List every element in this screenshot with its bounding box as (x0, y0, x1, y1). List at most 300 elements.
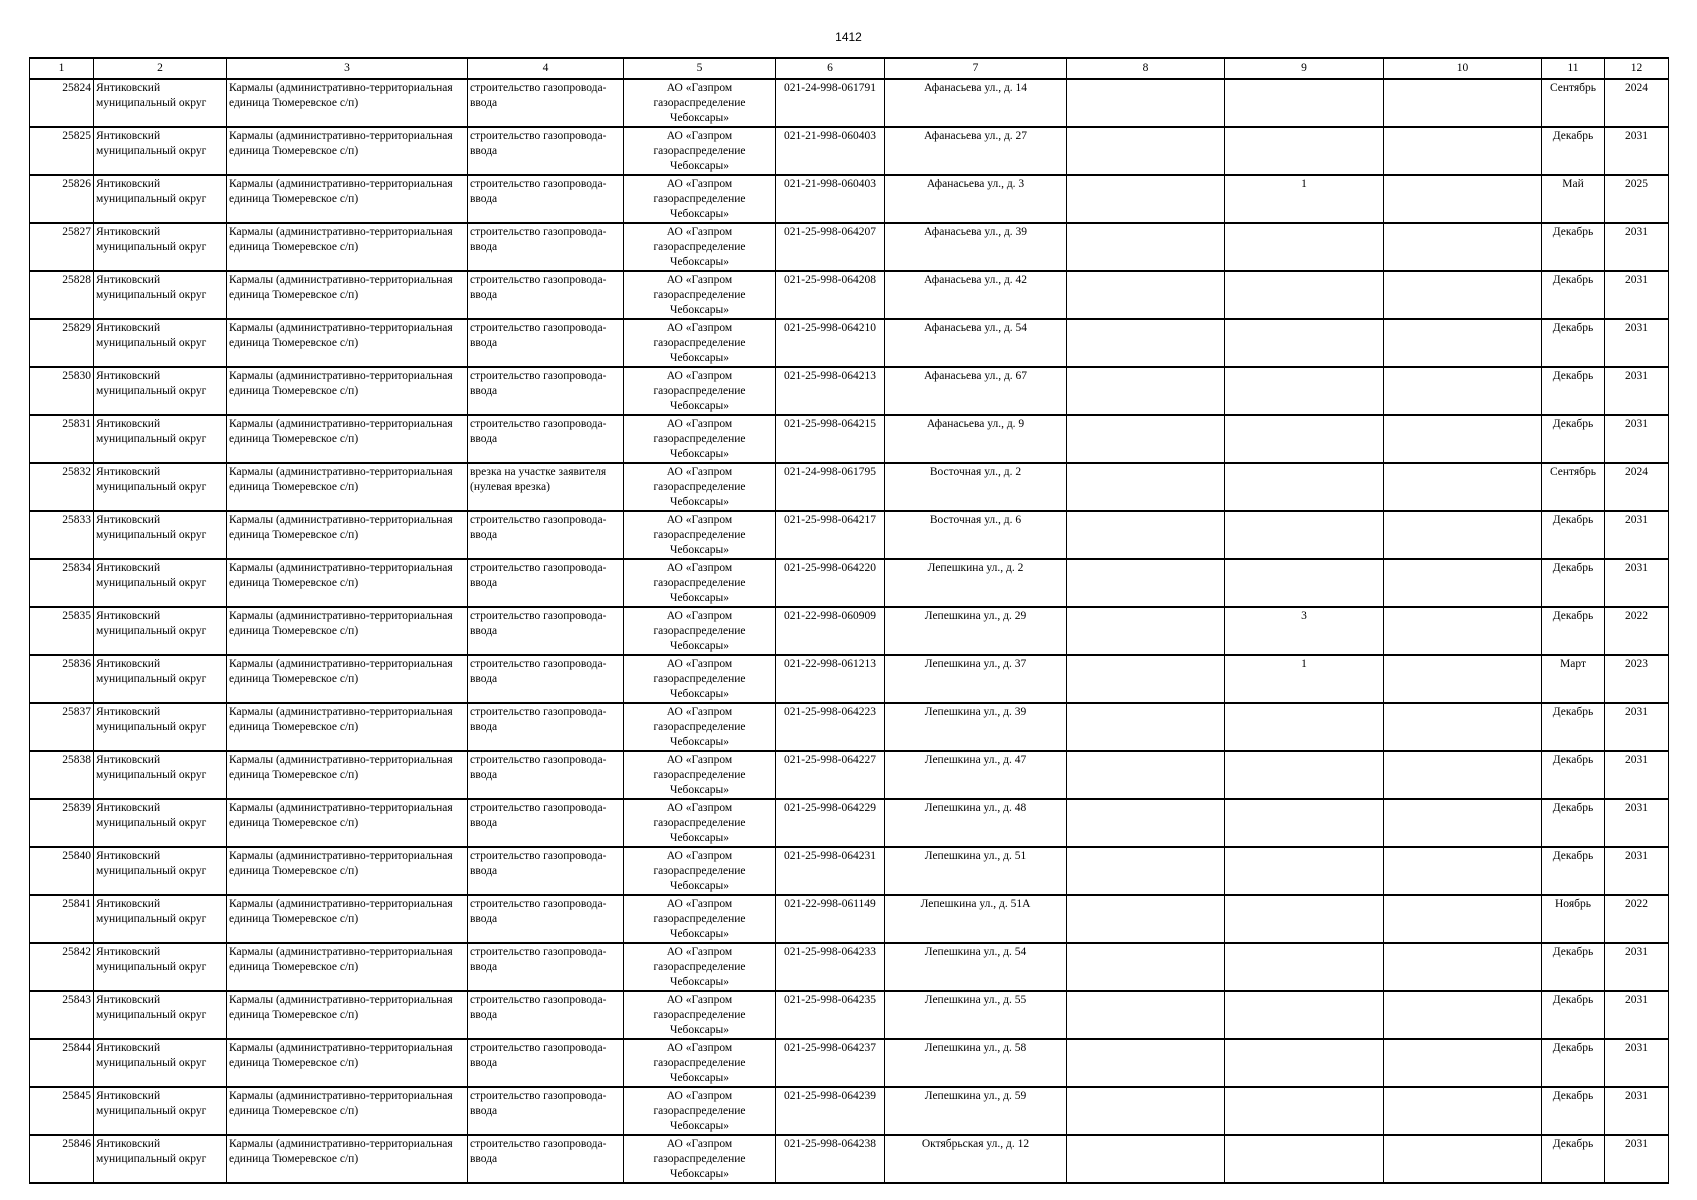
column-10-cell (1384, 463, 1542, 511)
work-type-cell: строительство газопровода-ввода (468, 991, 624, 1039)
work-type-cell: строительство газопровода-ввода (468, 751, 624, 799)
settlement-cell: Кармалы (административно-территориальная единица Тюмеревское с/п) (227, 1087, 468, 1135)
table-row (30, 703, 1669, 751)
year-cell: 2031 (1605, 943, 1669, 991)
column-9-cell (1225, 559, 1384, 607)
column-9-cell (1225, 799, 1384, 847)
table-row (30, 79, 1669, 127)
work-type-cell: строительство газопровода-ввода (468, 1087, 624, 1135)
object-code-cell: 021-25-998-064207 (776, 223, 885, 271)
year-cell: 2031 (1605, 751, 1669, 799)
address-cell: Октябрьская ул., д. 12 (885, 1135, 1067, 1183)
row-number-cell: 25833 (30, 511, 94, 559)
column-8-cell (1067, 1135, 1225, 1183)
work-type-cell: строительство газопровода-ввода (468, 607, 624, 655)
month-cell: Декабрь (1542, 319, 1605, 367)
column-header: 4 (468, 58, 624, 79)
settlement-cell: Кармалы (административно-территориальная единица Тюмеревское с/п) (227, 511, 468, 559)
row-number-cell: 25840 (30, 847, 94, 895)
settlement-cell: Кармалы (административно-территориальная единица Тюмеревское с/п) (227, 559, 468, 607)
object-code-cell: 021-22-998-061149 (776, 895, 885, 943)
address-cell: Афанасьева ул., д. 67 (885, 367, 1067, 415)
column-8-cell (1067, 79, 1225, 127)
month-cell: Декабрь (1542, 1087, 1605, 1135)
work-type-cell: строительство газопровода-ввода (468, 703, 624, 751)
address-cell: Лепешкина ул., д. 55 (885, 991, 1067, 1039)
object-code-cell: 021-25-998-064217 (776, 511, 885, 559)
object-code-cell: 021-25-998-064227 (776, 751, 885, 799)
row-number-cell: 25845 (30, 1087, 94, 1135)
column-8-cell (1067, 223, 1225, 271)
organization-cell: АО «Газпром газораспределение Чебоксары» (624, 655, 776, 703)
month-cell: Декабрь (1542, 943, 1605, 991)
okrug-cell: Янтиковский муниципальный округ (94, 415, 227, 463)
object-code-cell: 021-25-998-064233 (776, 943, 885, 991)
month-cell: Май (1542, 175, 1605, 223)
address-cell: Лепешкина ул., д. 47 (885, 751, 1067, 799)
settlement-cell: Кармалы (административно-территориальная единица Тюмеревское с/п) (227, 415, 468, 463)
organization-cell: АО «Газпром газораспределение Чебоксары» (624, 895, 776, 943)
work-type-cell: строительство газопровода-ввода (468, 1135, 624, 1183)
row-number-cell: 25832 (30, 463, 94, 511)
object-code-cell: 021-24-998-061791 (776, 79, 885, 127)
work-type-cell: строительство газопровода-ввода (468, 943, 624, 991)
column-10-cell (1384, 223, 1542, 271)
table-row (30, 895, 1669, 943)
settlement-cell: Кармалы (административно-территориальная единица Тюмеревское с/п) (227, 1135, 468, 1183)
object-code-cell: 021-25-998-064238 (776, 1135, 885, 1183)
okrug-cell: Янтиковский муниципальный округ (94, 175, 227, 223)
settlement-cell: Кармалы (административно-территориальная единица Тюмеревское с/п) (227, 895, 468, 943)
column-10-cell (1384, 655, 1542, 703)
column-10-cell (1384, 895, 1542, 943)
okrug-cell: Янтиковский муниципальный округ (94, 847, 227, 895)
settlement-cell: Кармалы (административно-территориальная единица Тюмеревское с/п) (227, 223, 468, 271)
row-number-cell: 25831 (30, 415, 94, 463)
table-row (30, 1087, 1669, 1135)
organization-cell: АО «Газпром газораспределение Чебоксары» (624, 943, 776, 991)
organization-cell: АО «Газпром газораспределение Чебоксары» (624, 367, 776, 415)
row-number-cell: 25826 (30, 175, 94, 223)
table-row (30, 367, 1669, 415)
settlement-cell: Кармалы (административно-территориальная единица Тюмеревское с/п) (227, 271, 468, 319)
column-8-cell (1067, 559, 1225, 607)
object-code-cell: 021-25-998-064223 (776, 703, 885, 751)
address-cell: Лепешкина ул., д. 48 (885, 799, 1067, 847)
row-number-cell: 25834 (30, 559, 94, 607)
column-header: 8 (1067, 58, 1225, 79)
month-cell: Декабрь (1542, 1135, 1605, 1183)
organization-cell: АО «Газпром газораспределение Чебоксары» (624, 319, 776, 367)
work-type-cell: строительство газопровода-ввода (468, 415, 624, 463)
month-cell: Декабрь (1542, 751, 1605, 799)
year-cell: 2024 (1605, 79, 1669, 127)
address-cell: Лепешкина ул., д. 54 (885, 943, 1067, 991)
column-8-cell (1067, 847, 1225, 895)
column-8-cell (1067, 607, 1225, 655)
column-header: 9 (1225, 58, 1384, 79)
table-row (30, 1039, 1669, 1087)
work-type-cell: строительство газопровода-ввода (468, 655, 624, 703)
column-10-cell (1384, 271, 1542, 319)
table-body (30, 79, 1669, 1183)
column-8-cell (1067, 751, 1225, 799)
column-9-cell (1225, 895, 1384, 943)
okrug-cell: Янтиковский муниципальный округ (94, 1087, 227, 1135)
work-type-cell: строительство газопровода-ввода (468, 271, 624, 319)
table-row (30, 799, 1669, 847)
object-code-cell: 021-25-998-064210 (776, 319, 885, 367)
column-header: 7 (885, 58, 1067, 79)
organization-cell: АО «Газпром газораспределение Чебоксары» (624, 1039, 776, 1087)
column-10-cell (1384, 847, 1542, 895)
organization-cell: АО «Газпром газораспределение Чебоксары» (624, 559, 776, 607)
settlement-cell: Кармалы (административно-территориальная единица Тюмеревское с/п) (227, 799, 468, 847)
row-number-cell: 25837 (30, 703, 94, 751)
column-9-cell (1225, 367, 1384, 415)
settlement-cell: Кармалы (административно-территориальная единица Тюмеревское с/п) (227, 991, 468, 1039)
table-row (30, 463, 1669, 511)
okrug-cell: Янтиковский муниципальный округ (94, 655, 227, 703)
month-cell: Декабрь (1542, 847, 1605, 895)
okrug-cell: Янтиковский муниципальный округ (94, 943, 227, 991)
column-10-cell (1384, 367, 1542, 415)
object-code-cell: 021-21-998-060403 (776, 175, 885, 223)
work-type-cell: строительство газопровода-ввода (468, 895, 624, 943)
month-cell: Декабрь (1542, 511, 1605, 559)
column-9-cell (1225, 847, 1384, 895)
okrug-cell: Янтиковский муниципальный округ (94, 127, 227, 175)
column-9-cell (1225, 79, 1384, 127)
row-number-cell: 25838 (30, 751, 94, 799)
work-type-cell: строительство газопровода-ввода (468, 175, 624, 223)
address-cell: Лепешкина ул., д. 39 (885, 703, 1067, 751)
year-cell: 2031 (1605, 319, 1669, 367)
column-10-cell (1384, 943, 1542, 991)
month-cell: Декабрь (1542, 559, 1605, 607)
organization-cell: АО «Газпром газораспределение Чебоксары» (624, 799, 776, 847)
table-row (30, 175, 1669, 223)
object-code-cell: 021-25-998-064215 (776, 415, 885, 463)
organization-cell: АО «Газпром газораспределение Чебоксары» (624, 271, 776, 319)
object-code-cell: 021-25-998-064208 (776, 271, 885, 319)
okrug-cell: Янтиковский муниципальный округ (94, 1039, 227, 1087)
object-code-cell: 021-25-998-064213 (776, 367, 885, 415)
organization-cell: АО «Газпром газораспределение Чебоксары» (624, 79, 776, 127)
address-cell: Афанасьева ул., д. 3 (885, 175, 1067, 223)
row-number-cell: 25835 (30, 607, 94, 655)
column-9-cell (1225, 1039, 1384, 1087)
settlement-cell: Кармалы (административно-территориальная единица Тюмеревское с/п) (227, 175, 468, 223)
table-row (30, 1135, 1669, 1183)
okrug-cell: Янтиковский муниципальный округ (94, 799, 227, 847)
object-code-cell: 021-22-998-061213 (776, 655, 885, 703)
column-9-cell (1225, 703, 1384, 751)
column-8-cell (1067, 415, 1225, 463)
column-8-cell (1067, 175, 1225, 223)
column-9-cell (1225, 463, 1384, 511)
okrug-cell: Янтиковский муниципальный округ (94, 991, 227, 1039)
year-cell: 2031 (1605, 367, 1669, 415)
column-8-cell (1067, 511, 1225, 559)
month-cell: Декабрь (1542, 799, 1605, 847)
month-cell: Декабрь (1542, 607, 1605, 655)
month-cell: Декабрь (1542, 703, 1605, 751)
organization-cell: АО «Газпром газораспределение Чебоксары» (624, 175, 776, 223)
table-row (30, 991, 1669, 1039)
object-code-cell: 021-25-998-064231 (776, 847, 885, 895)
column-10-cell (1384, 1135, 1542, 1183)
organization-cell: АО «Газпром газораспределение Чебоксары» (624, 511, 776, 559)
column-number-row (30, 58, 1669, 79)
okrug-cell: Янтиковский муниципальный округ (94, 367, 227, 415)
column-9-cell (1225, 271, 1384, 319)
month-cell: Ноябрь (1542, 895, 1605, 943)
year-cell: 2022 (1605, 607, 1669, 655)
column-10-cell (1384, 319, 1542, 367)
column-9-cell (1225, 223, 1384, 271)
year-cell: 2031 (1605, 559, 1669, 607)
year-cell: 2031 (1605, 223, 1669, 271)
object-code-cell: 021-25-998-064235 (776, 991, 885, 1039)
okrug-cell: Янтиковский муниципальный округ (94, 1135, 227, 1183)
table-row (30, 415, 1669, 463)
work-type-cell: строительство газопровода-ввода (468, 223, 624, 271)
table-row (30, 271, 1669, 319)
address-cell: Лепешкина ул., д. 29 (885, 607, 1067, 655)
register-table (29, 57, 1669, 1184)
settlement-cell: Кармалы (административно-территориальная единица Тюмеревское с/п) (227, 367, 468, 415)
settlement-cell: Кармалы (административно-территориальная единица Тюмеревское с/п) (227, 943, 468, 991)
column-8-cell (1067, 1087, 1225, 1135)
year-cell: 2031 (1605, 1135, 1669, 1183)
column-9-cell (1225, 1135, 1384, 1183)
settlement-cell: Кармалы (административно-территориальная единица Тюмеревское с/п) (227, 79, 468, 127)
okrug-cell: Янтиковский муниципальный округ (94, 79, 227, 127)
address-cell: Лепешкина ул., д. 51 (885, 847, 1067, 895)
row-number-cell: 25846 (30, 1135, 94, 1183)
year-cell: 2022 (1605, 895, 1669, 943)
year-cell: 2031 (1605, 271, 1669, 319)
settlement-cell: Кармалы (административно-территориальная единица Тюмеревское с/п) (227, 847, 468, 895)
column-10-cell (1384, 511, 1542, 559)
column-10-cell (1384, 127, 1542, 175)
year-cell: 2031 (1605, 847, 1669, 895)
year-cell: 2031 (1605, 127, 1669, 175)
column-8-cell (1067, 703, 1225, 751)
okrug-cell: Янтиковский муниципальный округ (94, 463, 227, 511)
settlement-cell: Кармалы (административно-территориальная единица Тюмеревское с/п) (227, 463, 468, 511)
column-8-cell (1067, 1039, 1225, 1087)
column-8-cell (1067, 895, 1225, 943)
column-8-cell (1067, 463, 1225, 511)
column-9-cell (1225, 511, 1384, 559)
okrug-cell: Янтиковский муниципальный округ (94, 223, 227, 271)
month-cell: Декабрь (1542, 127, 1605, 175)
column-8-cell (1067, 943, 1225, 991)
row-number-cell: 25827 (30, 223, 94, 271)
settlement-cell: Кармалы (административно-территориальная единица Тюмеревское с/п) (227, 751, 468, 799)
column-10-cell (1384, 1087, 1542, 1135)
table-row (30, 127, 1669, 175)
organization-cell: АО «Газпром газораспределение Чебоксары» (624, 463, 776, 511)
column-10-cell (1384, 1039, 1542, 1087)
column-9-cell (1225, 319, 1384, 367)
year-cell: 2024 (1605, 463, 1669, 511)
address-cell: Афанасьева ул., д. 9 (885, 415, 1067, 463)
row-number-cell: 25836 (30, 655, 94, 703)
organization-cell: АО «Газпром газораспределение Чебоксары» (624, 1135, 776, 1183)
column-9-cell: 1 (1225, 175, 1384, 223)
settlement-cell: Кармалы (административно-территориальная единица Тюмеревское с/п) (227, 607, 468, 655)
column-header: 3 (227, 58, 468, 79)
table-row (30, 319, 1669, 367)
month-cell: Декабрь (1542, 271, 1605, 319)
row-number-cell: 25844 (30, 1039, 94, 1087)
year-cell: 2031 (1605, 703, 1669, 751)
row-number-cell: 25830 (30, 367, 94, 415)
year-cell: 2031 (1605, 991, 1669, 1039)
row-number-cell: 25824 (30, 79, 94, 127)
settlement-cell: Кармалы (административно-территориальная единица Тюмеревское с/п) (227, 127, 468, 175)
address-cell: Лепешкина ул., д. 51А (885, 895, 1067, 943)
work-type-cell: строительство газопровода-ввода (468, 799, 624, 847)
table-row (30, 511, 1669, 559)
column-8-cell (1067, 655, 1225, 703)
column-header: 2 (94, 58, 227, 79)
column-9-cell: 1 (1225, 655, 1384, 703)
column-8-cell (1067, 799, 1225, 847)
okrug-cell: Янтиковский муниципальный округ (94, 607, 227, 655)
column-8-cell (1067, 319, 1225, 367)
column-header: 6 (776, 58, 885, 79)
column-10-cell (1384, 991, 1542, 1039)
row-number-cell: 25839 (30, 799, 94, 847)
address-cell: Лепешкина ул., д. 58 (885, 1039, 1067, 1087)
okrug-cell: Янтиковский муниципальный округ (94, 319, 227, 367)
column-header: 1 (30, 58, 94, 79)
address-cell: Афанасьева ул., д. 54 (885, 319, 1067, 367)
month-cell: Декабрь (1542, 1039, 1605, 1087)
settlement-cell: Кармалы (административно-территориальная единица Тюмеревское с/п) (227, 319, 468, 367)
table-row (30, 943, 1669, 991)
work-type-cell: строительство газопровода-ввода (468, 847, 624, 895)
object-code-cell: 021-25-998-064229 (776, 799, 885, 847)
address-cell: Лепешкина ул., д. 37 (885, 655, 1067, 703)
page-number: 1412 (835, 30, 862, 44)
work-type-cell: врезка на участке заявителя (нулевая врезка) (468, 463, 624, 511)
row-number-cell: 25842 (30, 943, 94, 991)
month-cell: Март (1542, 655, 1605, 703)
address-cell: Восточная ул., д. 2 (885, 463, 1067, 511)
work-type-cell: строительство газопровода-ввода (468, 559, 624, 607)
organization-cell: АО «Газпром газораспределение Чебоксары» (624, 223, 776, 271)
column-10-cell (1384, 559, 1542, 607)
column-header: 11 (1542, 58, 1605, 79)
okrug-cell: Янтиковский муниципальный округ (94, 271, 227, 319)
column-8-cell (1067, 991, 1225, 1039)
month-cell: Декабрь (1542, 415, 1605, 463)
column-10-cell (1384, 607, 1542, 655)
settlement-cell: Кармалы (административно-территориальная единица Тюмеревское с/п) (227, 703, 468, 751)
organization-cell: АО «Газпром газораспределение Чебоксары» (624, 751, 776, 799)
address-cell: Афанасьева ул., д. 42 (885, 271, 1067, 319)
table-row (30, 751, 1669, 799)
okrug-cell: Янтиковский муниципальный округ (94, 895, 227, 943)
column-10-cell (1384, 799, 1542, 847)
month-cell: Сентябрь (1542, 79, 1605, 127)
settlement-cell: Кармалы (административно-территориальная единица Тюмеревское с/п) (227, 655, 468, 703)
column-header: 10 (1384, 58, 1542, 79)
year-cell: 2031 (1605, 511, 1669, 559)
work-type-cell: строительство газопровода-ввода (468, 319, 624, 367)
row-number-cell: 25829 (30, 319, 94, 367)
month-cell: Сентябрь (1542, 463, 1605, 511)
work-type-cell: строительство газопровода-ввода (468, 1039, 624, 1087)
year-cell: 2025 (1605, 175, 1669, 223)
organization-cell: АО «Газпром газораспределение Чебоксары» (624, 847, 776, 895)
month-cell: Декабрь (1542, 223, 1605, 271)
work-type-cell: строительство газопровода-ввода (468, 367, 624, 415)
column-9-cell: 3 (1225, 607, 1384, 655)
year-cell: 2031 (1605, 415, 1669, 463)
organization-cell: АО «Газпром газораспределение Чебоксары» (624, 703, 776, 751)
organization-cell: АО «Газпром газораспределение Чебоксары» (624, 1087, 776, 1135)
work-type-cell: строительство газопровода-ввода (468, 511, 624, 559)
organization-cell: АО «Газпром газораспределение Чебоксары» (624, 127, 776, 175)
column-10-cell (1384, 79, 1542, 127)
object-code-cell: 021-22-998-060909 (776, 607, 885, 655)
column-8-cell (1067, 367, 1225, 415)
object-code-cell: 021-25-998-064239 (776, 1087, 885, 1135)
table-row (30, 223, 1669, 271)
row-number-cell: 25843 (30, 991, 94, 1039)
okrug-cell: Янтиковский муниципальный округ (94, 703, 227, 751)
work-type-cell: строительство газопровода-ввода (468, 127, 624, 175)
work-type-cell: строительство газопровода-ввода (468, 79, 624, 127)
column-10-cell (1384, 703, 1542, 751)
settlement-cell: Кармалы (административно-территориальная единица Тюмеревское с/п) (227, 1039, 468, 1087)
object-code-cell: 021-24-998-061795 (776, 463, 885, 511)
column-8-cell (1067, 271, 1225, 319)
organization-cell: АО «Газпром газораспределение Чебоксары» (624, 991, 776, 1039)
column-10-cell (1384, 751, 1542, 799)
column-header: 5 (624, 58, 776, 79)
address-cell: Восточная ул., д. 6 (885, 511, 1067, 559)
address-cell: Лепешкина ул., д. 2 (885, 559, 1067, 607)
table-row (30, 607, 1669, 655)
column-10-cell (1384, 175, 1542, 223)
column-header: 12 (1605, 58, 1669, 79)
month-cell: Декабрь (1542, 991, 1605, 1039)
column-9-cell (1225, 1087, 1384, 1135)
month-cell: Декабрь (1542, 367, 1605, 415)
object-code-cell: 021-25-998-064237 (776, 1039, 885, 1087)
year-cell: 2031 (1605, 1087, 1669, 1135)
row-number-cell: 25828 (30, 271, 94, 319)
column-8-cell (1067, 127, 1225, 175)
column-10-cell (1384, 415, 1542, 463)
column-9-cell (1225, 991, 1384, 1039)
column-9-cell (1225, 127, 1384, 175)
organization-cell: АО «Газпром газораспределение Чебоксары» (624, 607, 776, 655)
address-cell: Афанасьева ул., д. 39 (885, 223, 1067, 271)
object-code-cell: 021-21-998-060403 (776, 127, 885, 175)
column-9-cell (1225, 415, 1384, 463)
object-code-cell: 021-25-998-064220 (776, 559, 885, 607)
year-cell: 2031 (1605, 799, 1669, 847)
okrug-cell: Янтиковский муниципальный округ (94, 511, 227, 559)
